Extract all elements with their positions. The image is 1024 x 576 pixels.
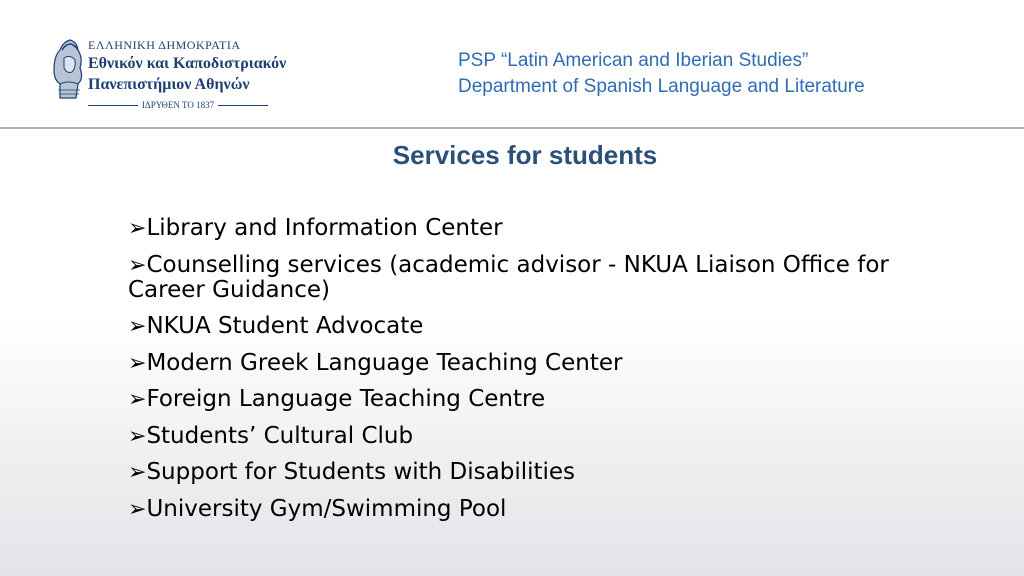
logo-republic-text: ΕΛΛΗΝΙΚΗ ΔΗΜΟΚΡΑΤΙΑ	[88, 38, 241, 52]
service-label: Counselling services (academic advisor - NKUA Liaison Office for Career Guidance)	[128, 251, 889, 303]
university-logo	[50, 38, 320, 118]
logo-university-name-line1: Εθνικόν και Καποδιστριακόν	[88, 55, 287, 72]
arrow-bullet-icon: ➢	[128, 252, 147, 278]
list-item	[128, 314, 908, 339]
service-label: Foreign Language Teaching Centre	[146, 386, 546, 412]
service-label: University Gym/Swimming Pool	[146, 495, 507, 522]
program-title	[458, 48, 865, 100]
logo-founded-text	[88, 100, 268, 110]
service-label: Support for Students with Disabilities	[146, 459, 576, 485]
logo-rule-left	[88, 105, 138, 106]
arrow-bullet-icon: ➢	[128, 216, 147, 241]
list-item	[128, 387, 908, 412]
service-label: NKUA Student Advocate	[146, 313, 424, 339]
arrow-bullet-icon: ➢	[128, 314, 147, 339]
arrow-bullet-icon: ➢	[128, 387, 147, 412]
logo-founded-label: ΙΔΡΥΘΕΝ ΤΟ 1837	[141, 100, 215, 110]
arrow-bullet-icon: ➢	[128, 350, 147, 376]
arrow-bullet-icon: ➢	[128, 423, 147, 449]
list-item	[128, 460, 908, 485]
list-item	[128, 216, 908, 241]
list-item	[128, 351, 908, 376]
program-name: PSP “Latin American and Iberian Studies”	[458, 50, 809, 71]
service-label: Students’ Cultural Club	[146, 422, 414, 449]
athena-emblem-icon	[50, 38, 84, 100]
logo-university-name-line2: Πανεπιστήμιον Αθηνών	[88, 76, 250, 93]
list-item	[128, 253, 908, 303]
list-item	[128, 497, 908, 522]
logo-rule-right	[218, 105, 268, 106]
service-label: Modern Greek Language Teaching Center	[146, 349, 623, 376]
service-label: Library and Information Center	[146, 215, 503, 241]
department-name: Department of Spanish Language and Literature	[458, 76, 865, 97]
services-list	[128, 216, 908, 533]
arrow-bullet-icon: ➢	[128, 496, 147, 522]
header-divider	[0, 127, 1024, 129]
header	[0, 0, 1024, 128]
slide-title: Services for students	[392, 140, 658, 170]
arrow-bullet-icon: ➢	[128, 460, 147, 485]
list-item	[128, 424, 908, 449]
